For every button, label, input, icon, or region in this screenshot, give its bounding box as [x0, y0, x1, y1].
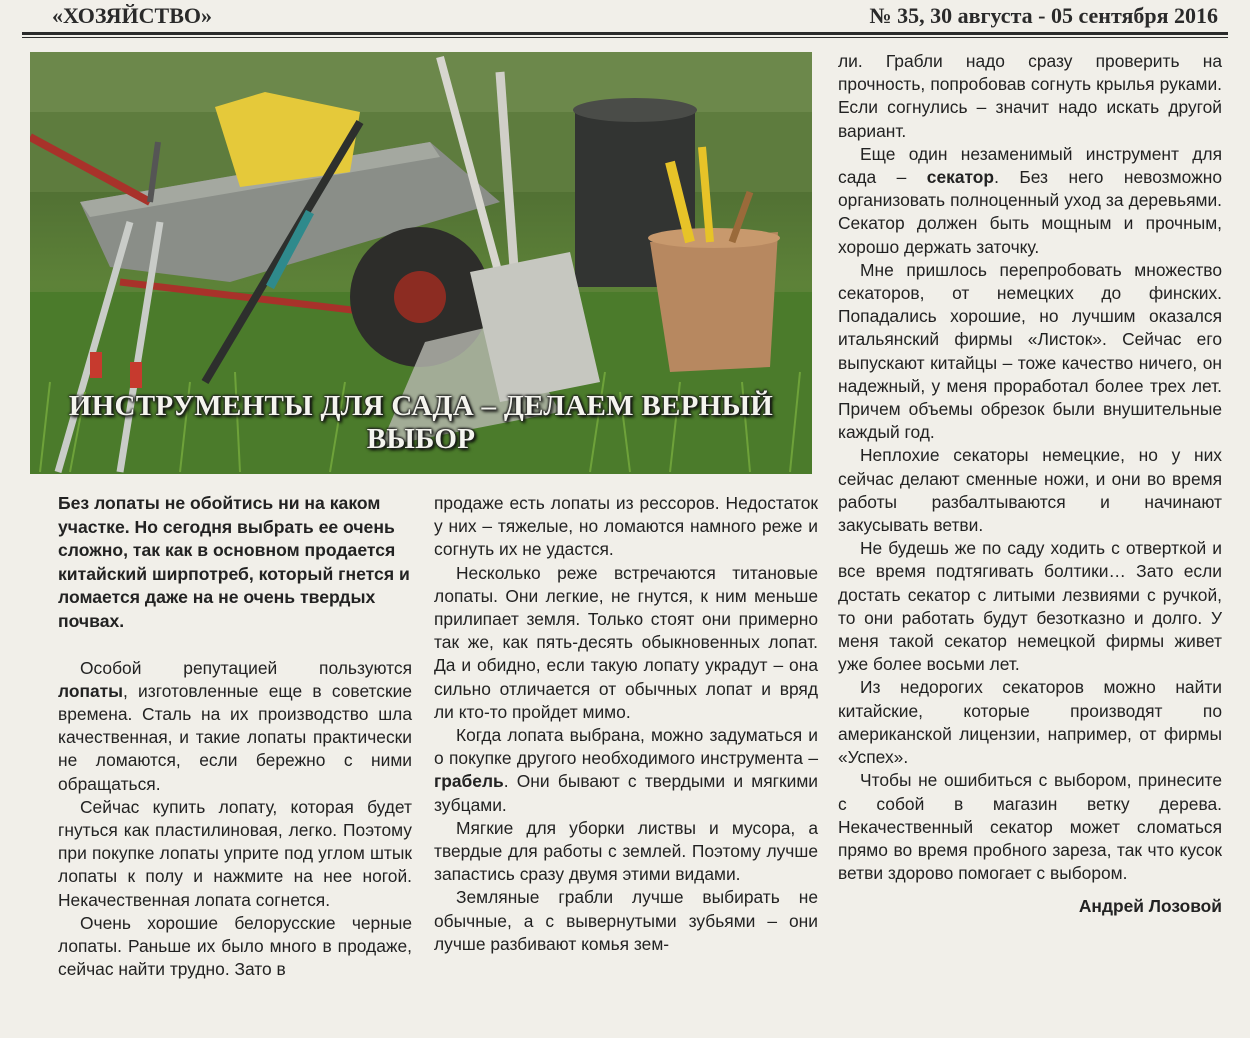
article-photo: [30, 52, 812, 474]
column-3: [838, 50, 1222, 919]
bold-term: грабель: [434, 771, 504, 792]
header-rule-thin: [22, 37, 1228, 38]
paragraph: Сейчас купить лопату, которая будет гнуться как пластилиновая, легко. Поэтому при покупке лопаты уприте под углом штык лопаты к полу и нажмите на нее ногой. Некачественная лопата согнется.: [58, 796, 412, 910]
text-run: , изготовленные еще в советские времена. Сталь на их производство шла качественная, и такие лопаты практически не ломаются, если бережно с ними обращаться.: [58, 680, 412, 794]
paragraph: Очень хорошие белорусские черные лопаты. Раньше их было много в продаже, сейчас найти трудно. Зато в: [58, 912, 412, 980]
page-header: [22, 0, 1228, 32]
issue-date: № 35, 30 августа - 05 сентября 2016: [869, 3, 1218, 28]
article-title: ИНСТРУМЕНТЫ ДЛЯ САДА – ДЕЛАЕМ ВЕРНЫЙ ВЫБОР: [68, 390, 774, 455]
article-lead: [58, 492, 412, 634]
paragraph: Из недорогих секаторов можно найти китайские, которые производят по американской лицензии, например, от фирмы «Успех».: [838, 677, 1222, 768]
paragraph: ли. Грабли надо сразу проверить на прочность, попробовав согнуть крылья руками. Если согнулись – значит надо искать другой вариант.: [838, 51, 1222, 141]
paragraph: [838, 143, 1222, 259]
paragraph: Чтобы не ошибиться с выбором, принесите с собой в магазин ветку дерева. Некачественный секатор может сломаться прямо во время пробного зареза, так что кусок ветви здорово помогает с выбором.: [838, 770, 1222, 884]
text-run: Особой репутацией пользуются: [80, 657, 412, 678]
paper-name: «ХОЗЯЙСТВО»: [52, 3, 213, 28]
paragraph: Несколько реже встречаются титановые лопаты. Они легкие, не гнутся, к ним меньше прилипает земля. Только стоят они примерно так же, как пять-десять обыкновенных лопат. Да и обидно, если такую лопату украдут – она сильно отличается от обычных лопат и вряд ли кто-то пройдет мимо.: [434, 562, 818, 722]
paragraph: Земляные грабли лучше выбирать не обычные, а с вывернутыми зубьями – они лучше разбивают комья зем-: [434, 887, 818, 954]
paragraph: [58, 657, 412, 796]
paragraph: Мягкие для уборки листвы и мусора, а твердые для работы с землей. Поэтому лучше запастись сразу двумя этими видами.: [434, 817, 818, 885]
author-name: Андрей Лозовой: [1078, 896, 1222, 917]
text-run: Еще один незаменимый инструмент для сада –: [838, 143, 1222, 188]
paragraph: Мне пришлось перепробовать множество секаторов, от немецких до финских. Попадались хорошие, но лучшим оказался итальянский фирмы «Листок». Сейчас его выпускают китайцы – тоже качество ничего, он надежный, у меня проработал более трех лет. Причем объемы обрезок были внушительные каждый год.: [838, 259, 1222, 443]
paragraph: Не будешь же по саду ходить с отверткой и все время подтягивать болтики… Зато если достать секатор с литыми лезвиями с ручкой, то они работать будут безотказно и долго. У меня такой секатор немецкой фирмы живет уже более восьми лет.: [838, 538, 1222, 675]
text-run: . Они бывают с твердыми и мягкими зубцами.: [434, 771, 818, 815]
column-2: [434, 492, 818, 956]
bold-term: секатор: [926, 167, 995, 188]
lead-paragraph: Без лопаты не обойтись ни на каком участке. Но сегодня выбрать ее очень сложно, так как в основном продается китайский ширпотреб, который гнется и ломается даже на не очень твердых почвах.: [58, 493, 410, 631]
text-run: Когда лопата выбрана, можно задуматься и о покупке другого необходимого инструмента –: [434, 725, 818, 769]
text-run: . Без него невозможно организовать полноценный уход за деревьями. Секатор должен быть мощным и прочным, хорошо держать заточку.: [838, 167, 1222, 257]
paragraph: продаже есть лопаты из рессоров. Недостаток у них – тяжелые, но ломаются намного реже и согнуть их не удастся.: [434, 493, 818, 560]
header-rule: [22, 32, 1228, 35]
column-1: [58, 492, 412, 981]
bold-term: лопаты: [58, 680, 123, 701]
paragraph: Неплохие секаторы немецкие, но у них сейчас делают сменные ножи, и они во время работы разбалтываются и начинают закусывать ветви.: [838, 445, 1222, 536]
paragraph: [434, 724, 818, 817]
